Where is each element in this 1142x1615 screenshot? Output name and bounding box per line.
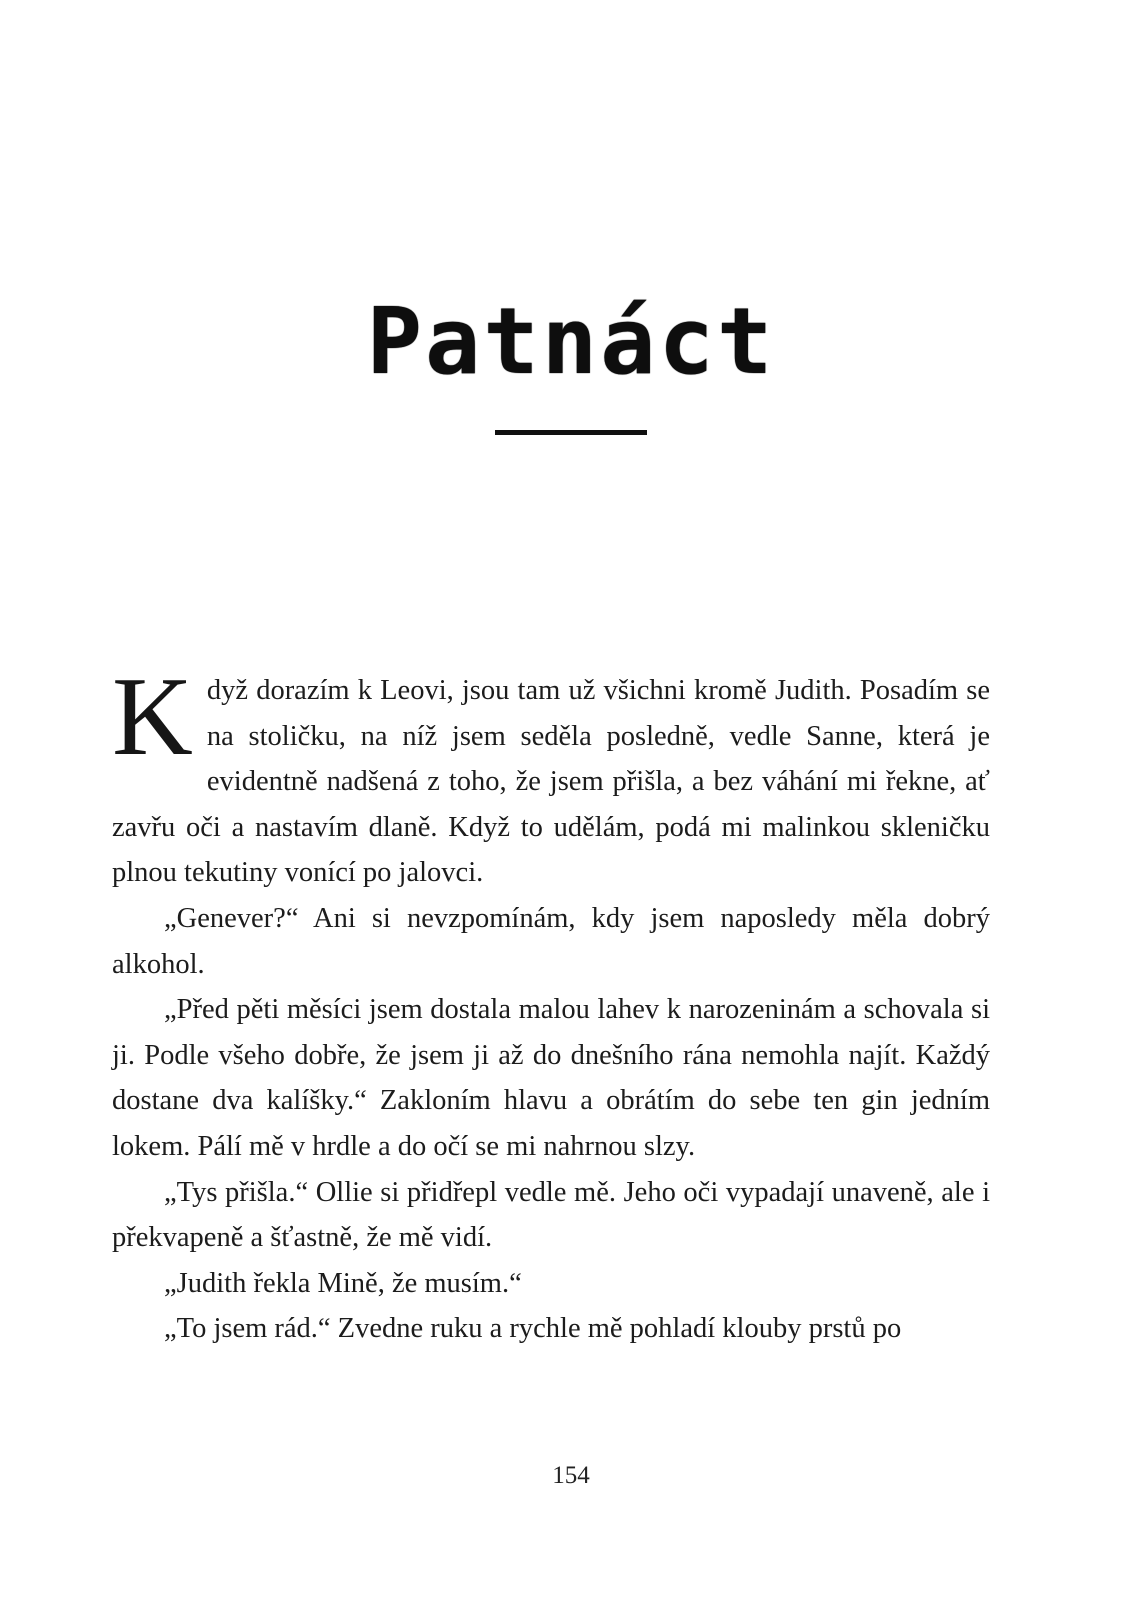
paragraph: „Před pěti měsíci jsem dostala malou lahev k narozeninám a schovala si ji. Podle všeho dobře, že jsem ji až do dnešního rána nemohla najít. Každý dostane dva kalíšky.“ Zakloním hlavu a obrátím do sebe ten gin jedním lokem. Pálí mě v hrdle a do očí se mi nahrnou slzy. bbox=[112, 994, 990, 1162]
drop-cap: K bbox=[112, 655, 193, 779]
paragraph: „Genever?“ Ani si nevzpomínám, kdy jsem naposledy měla dobrý alkohol. bbox=[112, 902, 990, 980]
paragraph: „Tys přišla.“ Ollie si přidřepl vedle mě. Jeho oči vypadají unaveně, ale i překvapeně a šťastně, že mě vidí. bbox=[112, 1176, 990, 1254]
paragraph-first bbox=[112, 655, 990, 896]
page-number: 154 bbox=[552, 1462, 590, 1489]
paragraph: „Judith řekla Mině, že musím.“ bbox=[164, 1267, 522, 1299]
paragraph: „To jsem rád.“ Zvedne ruku a rychle mě pohladí klouby prstů po bbox=[164, 1313, 902, 1345]
chapter-body bbox=[112, 655, 990, 1352]
title-underline-rule bbox=[495, 430, 647, 435]
chapter-title: Patnáct bbox=[366, 288, 776, 395]
paragraph-text: dyž dorazím k Leovi, jsou tam už všichni kromě Judith. Posadím se na stoličku, na níž jsem seděla posledně, vedle Sanne, která je evidentně nadšená z toho, že jsem přišla, a bez váhání mi řekne, ať zavřu oči a nastavím dlaně. Když to udělám, podá mi malinkou skleničku plnou tekutiny vonící po jalovci. bbox=[112, 675, 990, 889]
